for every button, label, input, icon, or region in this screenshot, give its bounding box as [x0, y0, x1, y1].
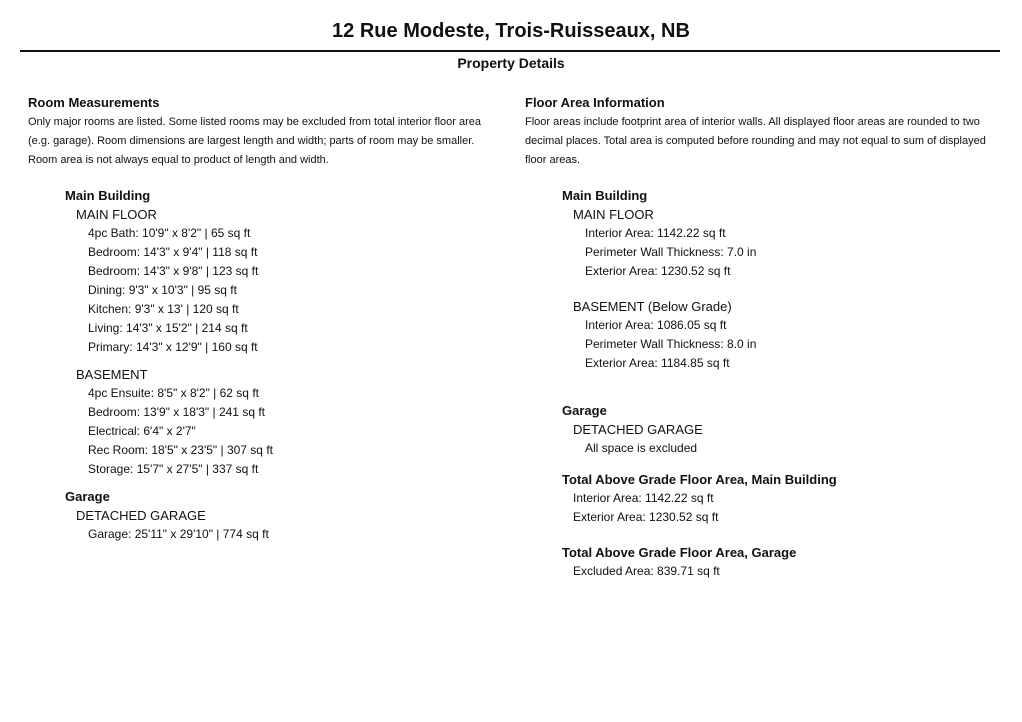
garage-areas: [562, 401, 1005, 458]
exterior-area: Exterior Area: 1184.85 sq ft: [585, 356, 730, 370]
basement-label: BASEMENT: [76, 367, 148, 382]
room-item: Primary: 14'3" x 12'9" | 160 sq ft: [88, 340, 258, 354]
detached-garage-label: DETACHED GARAGE: [573, 422, 703, 437]
room-measurements-section: [28, 94, 503, 544]
room-item: Bedroom: 14'3" x 9'8" | 123 sq ft: [88, 264, 259, 278]
total-garage-title: Total Above Grade Floor Area, Garage: [562, 545, 797, 560]
floor-area-description: Floor areas include footprint area of interior walls. All displayed floor areas are rounded to two decimal places. Total area is computed before rounding and may not equal to sum of displayed floor areas.: [525, 116, 986, 166]
wall-thickness: Perimeter Wall Thickness: 8.0 in: [585, 337, 757, 351]
main-building-title: Main Building: [562, 188, 648, 203]
exterior-area: Exterior Area: 1230.52 sq ft: [585, 264, 731, 278]
main-building-title: Main Building: [65, 188, 151, 203]
room-item: Kitchen: 9'3" x 13' | 120 sq ft: [88, 302, 239, 316]
garage-title: Garage: [65, 489, 110, 504]
total-garage: [562, 543, 1005, 581]
garage-note: All space is excluded: [585, 441, 698, 455]
interior-area: Interior Area: 1142.22 sq ft: [585, 226, 726, 240]
wall-thickness: Perimeter Wall Thickness: 7.0 in: [585, 245, 757, 259]
total-main-title: Total Above Grade Floor Area, Main Building: [562, 472, 837, 487]
detached-garage-label: DETACHED GARAGE: [76, 508, 206, 523]
main-building-rooms: [65, 186, 503, 479]
total-exterior-area: Exterior Area: 1230.52 sq ft: [573, 510, 719, 524]
interior-area: Interior Area: 1086.05 sq ft: [585, 318, 727, 332]
total-interior-area: Interior Area: 1142.22 sq ft: [573, 491, 714, 505]
basement-label: BASEMENT (Below Grade): [573, 299, 732, 314]
main-floor-label: MAIN FLOOR: [76, 207, 157, 222]
room-item: Garage: 25'11" x 29'10" | 774 sq ft: [88, 527, 269, 541]
room-item: Living: 14'3" x 15'2" | 214 sq ft: [88, 321, 248, 335]
excluded-area: Excluded Area: 839.71 sq ft: [573, 564, 720, 578]
room-item: Storage: 15'7" x 27'5" | 337 sq ft: [88, 462, 259, 476]
main-building-areas: [562, 186, 1005, 373]
floor-area-section: [525, 94, 1005, 581]
room-item: Bedroom: 13'9" x 18'3" | 241 sq ft: [88, 405, 265, 419]
room-item: Dining: 9'3" x 10'3" | 95 sq ft: [88, 283, 237, 297]
room-item: 4pc Bath: 10'9" x 8'2" | 65 sq ft: [88, 226, 251, 240]
main-floor-label: MAIN FLOOR: [573, 207, 654, 222]
room-measurements-description: Only major rooms are listed. Some listed rooms may be excluded from total interior floor area (e.g. garage). Room dimensions are largest length and width; parts of room may be smaller. Room area is not always equal to product of length and width.: [28, 116, 482, 166]
total-main-building: [562, 470, 1005, 527]
title-divider: [20, 50, 1000, 52]
garage-rooms: [65, 487, 503, 544]
room-item: Electrical: 6'4" x 2'7": [88, 424, 196, 438]
room-item: Bedroom: 14'3" x 9'4" | 118 sq ft: [88, 245, 258, 259]
page-subtitle: Property Details: [457, 55, 565, 71]
room-measurements-heading: Room Measurements: [28, 95, 160, 110]
room-item: Rec Room: 18'5" x 23'5" | 307 sq ft: [88, 443, 273, 457]
room-item: 4pc Ensuite: 8'5" x 8'2" | 62 sq ft: [88, 386, 259, 400]
garage-title: Garage: [562, 403, 607, 418]
page-title: 12 Rue Modeste, Trois-Ruisseaux, NB: [332, 20, 690, 42]
floor-area-heading: Floor Area Information: [525, 95, 665, 110]
